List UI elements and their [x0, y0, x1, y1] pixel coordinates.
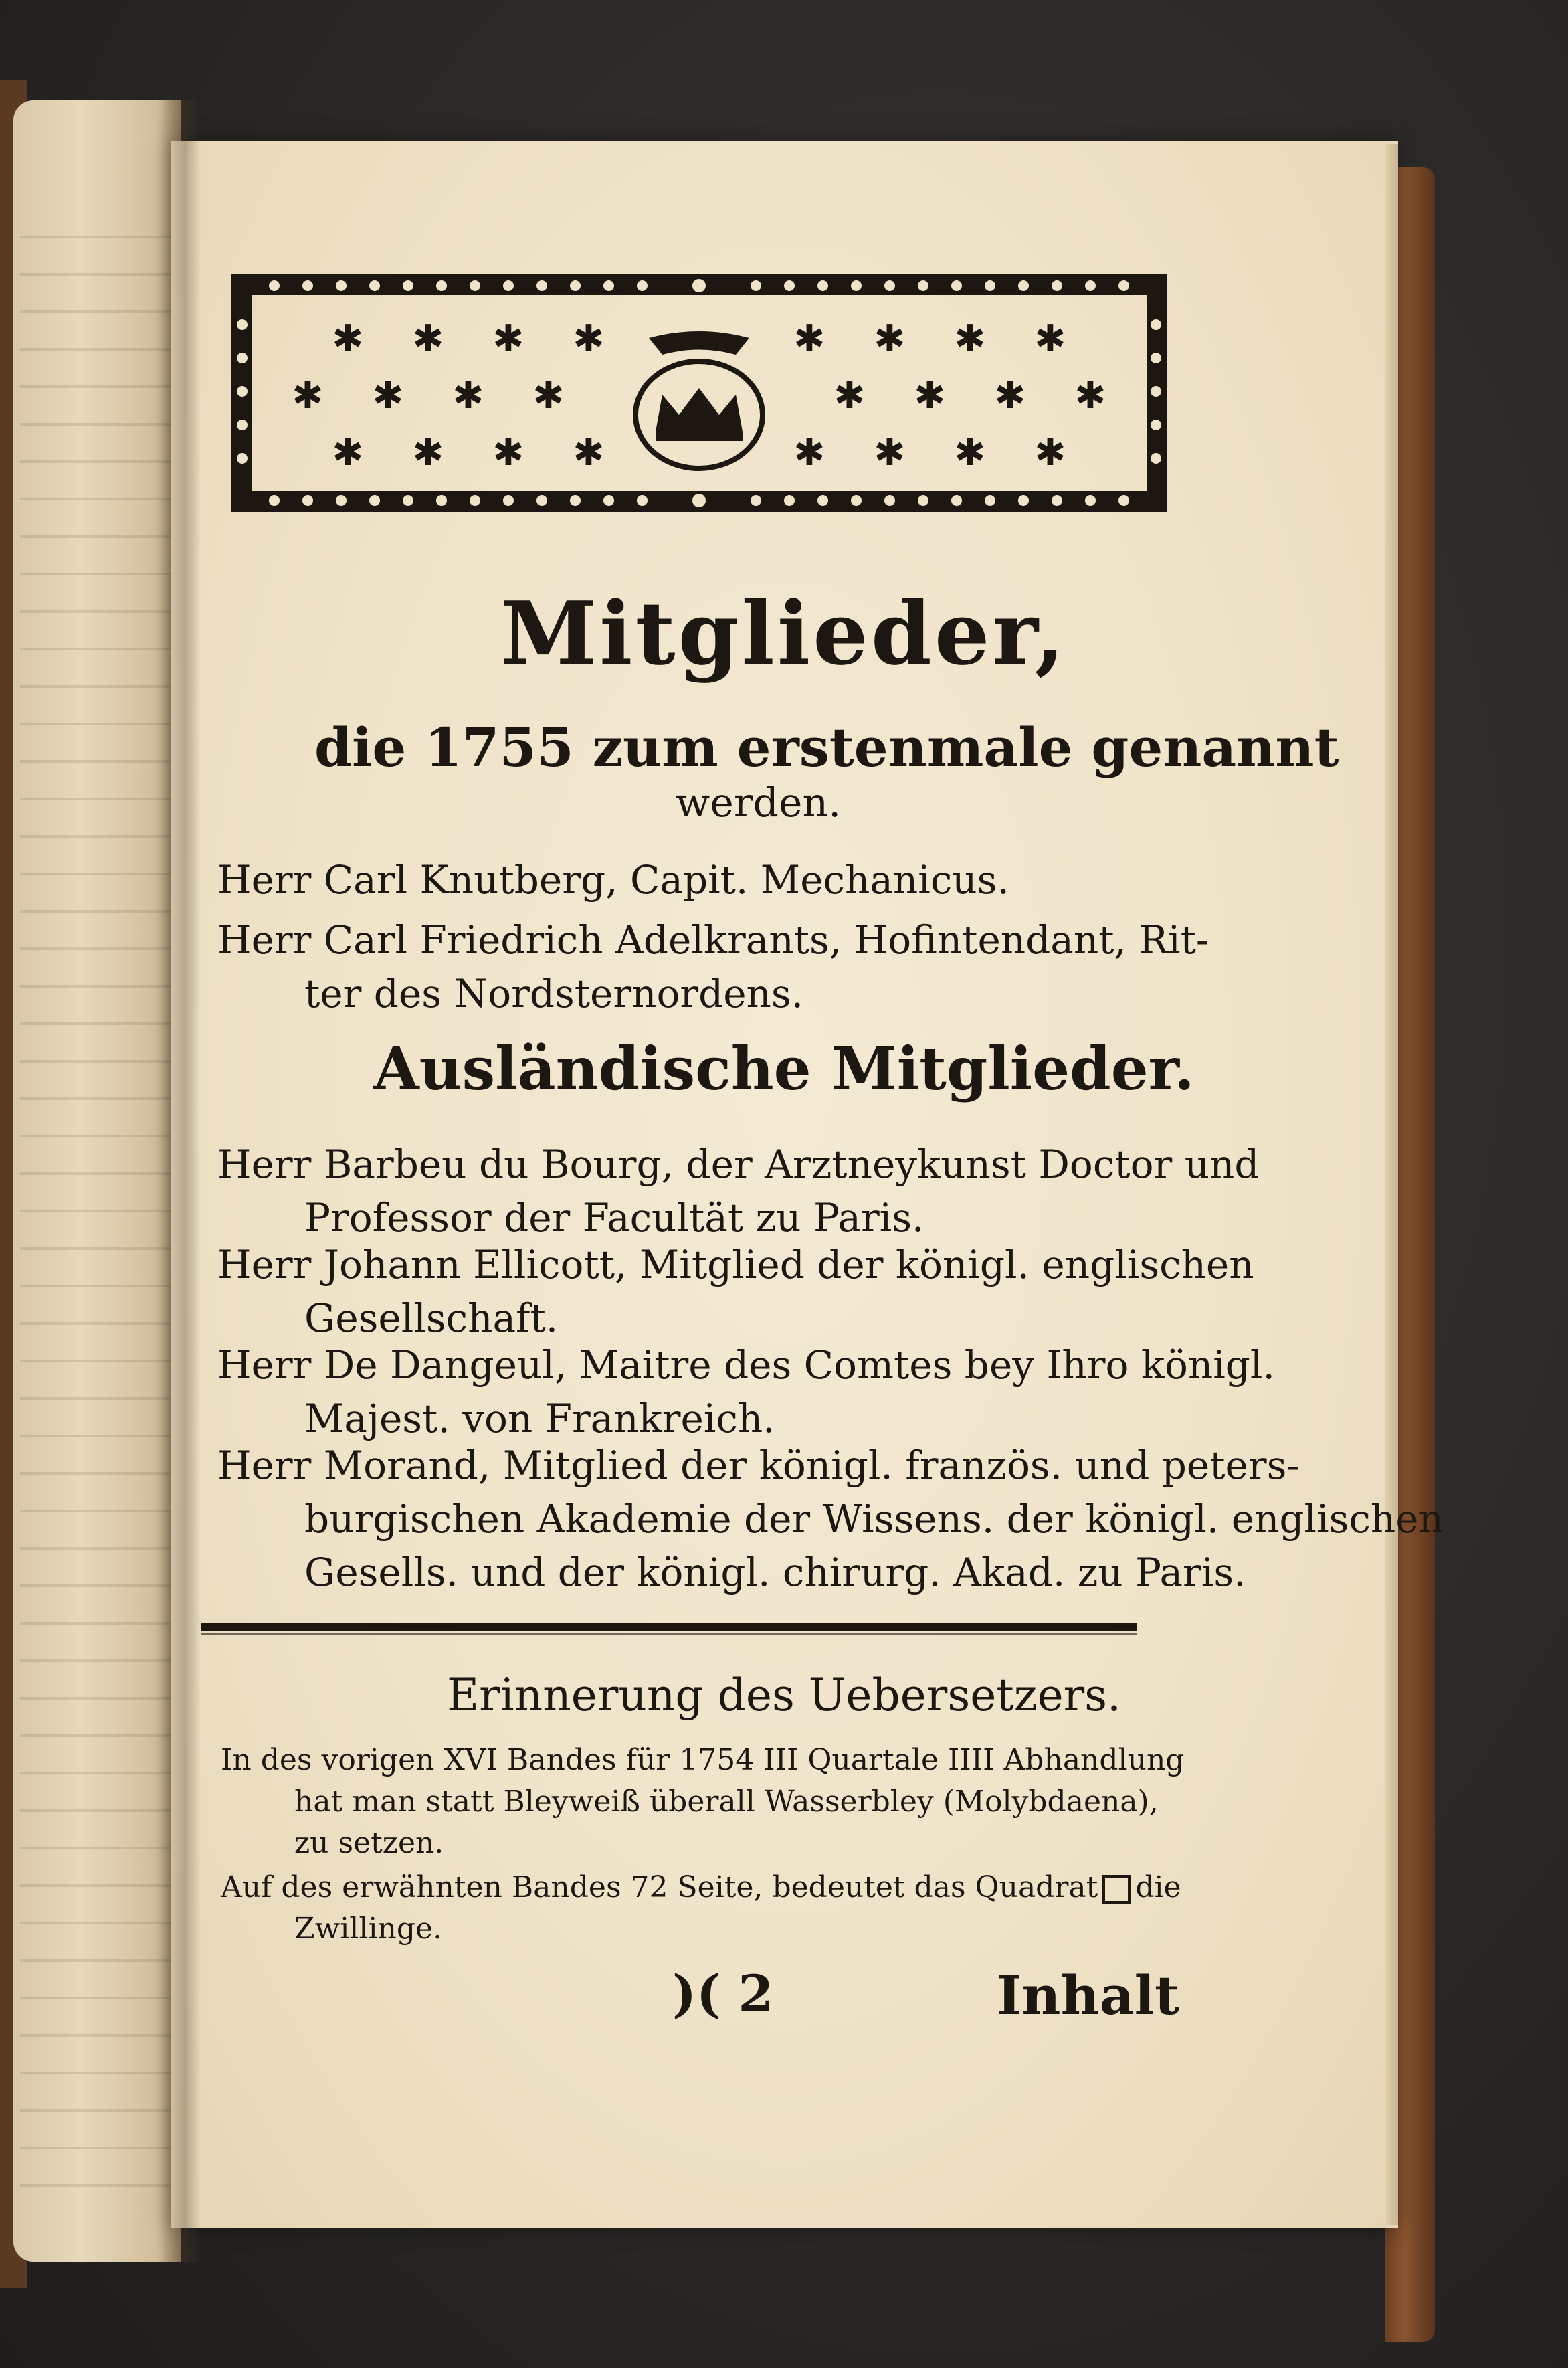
svg-text:✱: ✱ — [532, 374, 565, 418]
svg-text:✱: ✱ — [874, 431, 906, 474]
note-line-part: Auf des erwähnten Bandes 72 Seite, bedeutet das Quadrat — [221, 1870, 1098, 1904]
subtitle-line-1: die 1755 zum erstenmale genannt — [314, 716, 1339, 779]
svg-text:✱: ✱ — [452, 374, 484, 418]
svg-text:✱: ✱ — [1034, 431, 1066, 474]
note-line — [221, 1867, 1181, 1908]
signature-mark: )( 2 — [672, 1964, 774, 2023]
divider-rule-thin — [201, 1633, 1137, 1635]
foreign-member-entry: Herr De Dangeul, Maitre des Comtes bey Ihro königl. — [217, 1342, 1275, 1388]
note-line: hat man statt Bleyweiß überall Wasserbley (Molybdaena), — [294, 1785, 1159, 1819]
foreign-members-heading: Ausländische Mitglieder. — [373, 1034, 1195, 1103]
foreign-member-entry: Herr Johann Ellicott, Mitglied der königl. englischen — [217, 1242, 1254, 1287]
svg-text:✱: ✱ — [994, 374, 1026, 418]
svg-text:✱: ✱ — [412, 317, 444, 361]
member-entry: Herr Carl Friedrich Adelkrants, Hofintendant, Rit- — [217, 917, 1209, 963]
svg-text:✱: ✱ — [573, 317, 605, 361]
page-title: Mitglieder, — [500, 582, 1068, 685]
page-edge — [1385, 144, 1398, 2225]
member-entry-cont: ter des Nordsternordens. — [304, 971, 804, 1016]
foreign-member-entry-cont: Gesellschaft. — [304, 1295, 559, 1341]
svg-text:✱: ✱ — [1074, 374, 1106, 418]
translator-note-heading: Erinnerung des Uebersetzers. — [446, 1669, 1122, 1721]
svg-text:✱: ✱ — [332, 431, 364, 474]
gutter-shadow — [161, 100, 201, 2262]
divider-rule — [201, 1623, 1137, 1631]
svg-text:✱: ✱ — [954, 431, 986, 474]
note-line: Zwillinge. — [294, 1912, 443, 1946]
foreign-member-entry-cont: burgischen Akademie der Wissens. der königl. englischen — [304, 1496, 1444, 1542]
note-line-part: die — [1135, 1870, 1181, 1904]
svg-text:✱: ✱ — [372, 374, 404, 418]
svg-text:✱: ✱ — [793, 317, 825, 361]
ornament-header — [227, 271, 1171, 515]
svg-text:✱: ✱ — [954, 317, 986, 361]
note-line: zu setzen. — [294, 1826, 444, 1860]
member-entry: Herr Carl Knutberg, Capit. Mechanicus. — [217, 857, 1009, 903]
foreign-member-entry: Herr Morand, Mitglied der königl. französ. und peters- — [217, 1443, 1300, 1488]
foreign-member-entry-cont: Professor der Facultät zu Paris. — [304, 1195, 924, 1241]
svg-text:✱: ✱ — [492, 431, 524, 474]
foreign-member-entry-cont: Gesells. und der königl. chirurg. Akad. zu Paris. — [304, 1550, 1246, 1595]
svg-text:✱: ✱ — [332, 317, 364, 361]
svg-text:✱: ✱ — [793, 431, 825, 474]
subtitle-line-2: werden. — [676, 780, 842, 826]
svg-text:✱: ✱ — [492, 317, 524, 361]
svg-text:✱: ✱ — [834, 374, 866, 418]
square-symbol-icon — [1102, 1875, 1131, 1904]
svg-text:✱: ✱ — [914, 374, 946, 418]
foreign-member-entry-cont: Majest. von Frankreich. — [304, 1396, 775, 1441]
foreign-member-entry: Herr Barbeu du Bourg, der Arztneykunst Doctor und — [217, 1142, 1260, 1187]
svg-text:✱: ✱ — [412, 431, 444, 474]
left-page-bleed-through — [20, 201, 174, 2208]
crown-icon — [635, 331, 763, 468]
svg-text:✱: ✱ — [874, 317, 906, 361]
svg-text:✱: ✱ — [573, 431, 605, 474]
catchword: Inhalt — [997, 1964, 1179, 2027]
svg-text:✱: ✱ — [292, 374, 324, 418]
note-line: In des vorigen XVI Bandes für 1754 III Quartale IIII Abhandlung — [221, 1743, 1185, 1777]
svg-text:✱: ✱ — [1034, 317, 1066, 361]
